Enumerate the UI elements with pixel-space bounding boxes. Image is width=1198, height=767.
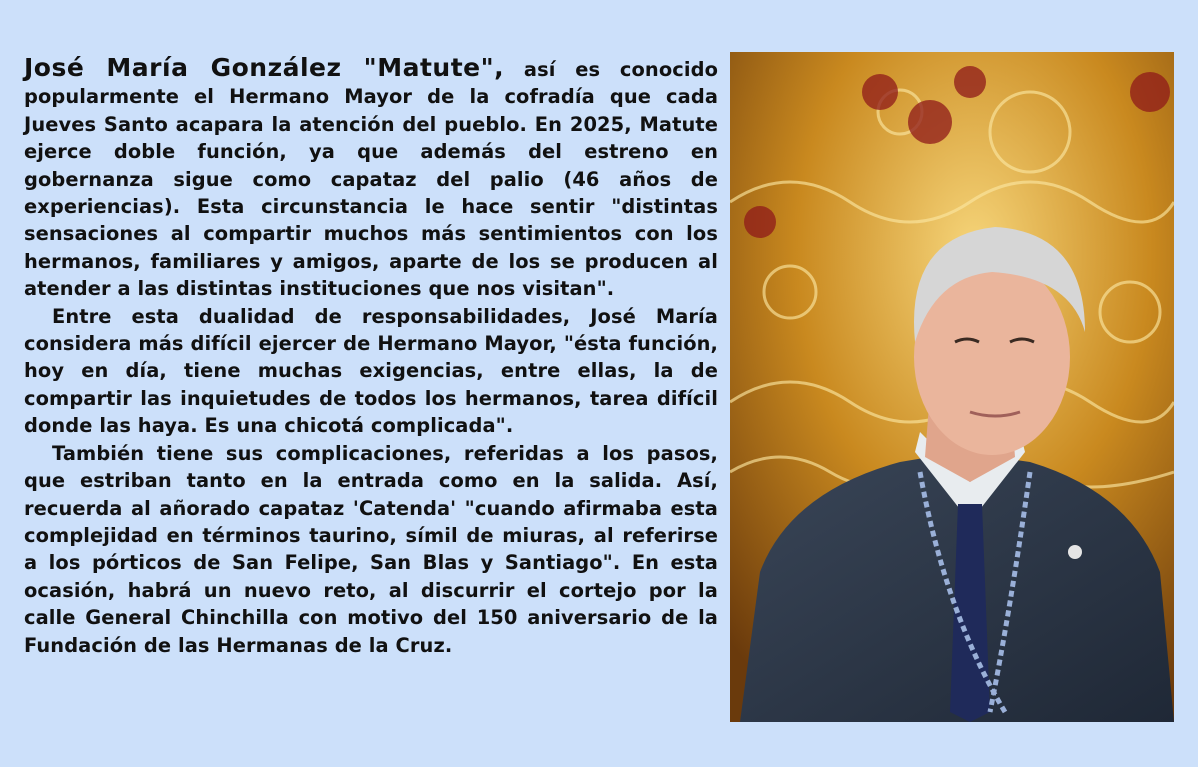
paragraph-1-text: así es conocido popularmente el Hermano Mayor de la cofradía que cada Jueves Santo acapara la atención del pueblo. En 2025, Matute ejerce doble función, ya que además del estreno en gobernanza sigue como capataz del palio (46 años de experiencias). Esta circunstancia le hace sentir "distintas sensaciones al compartir muchos más sentimientos con los hermanos, familiares y amigos, aparte de los se producen al atender a las distintas instituciones que nos visitan".	[24, 58, 718, 301]
lapel-pin	[1068, 545, 1082, 559]
portrait-illustration	[730, 52, 1174, 722]
lead-name: José María González "Matute",	[24, 53, 505, 82]
paragraph-2: Entre esta dualidad de responsabilidades, José María considera más difícil ejercer de Hermano Mayor, "ésta función, hoy en día, tiene muchas exigencias, entre ellas, la de compartir las inquietudes de todos los hermanos, tarea difícil donde las haya. Es una chicotá complicada".	[24, 304, 718, 438]
article-body	[24, 54, 718, 659]
portrait-photo	[730, 52, 1174, 722]
paragraph-1	[24, 54, 718, 303]
paragraph-3: También tiene sus complicaciones, referidas a los pasos, que estriban tanto en la entrada como en la salida. Así, recuerda al añorado capataz 'Catenda' "cuando afirmaba esta complejidad en términos taurino, símil de miuras, al referirse a los pórticos de San Felipe, San Blas y Santiago". En esta ocasión, habrá un nuevo reto, al discurrir el cortejo por la calle General Chinchilla con motivo del 150 aniversario de la Fundación de las Hermanas de la Cruz.	[24, 441, 718, 657]
